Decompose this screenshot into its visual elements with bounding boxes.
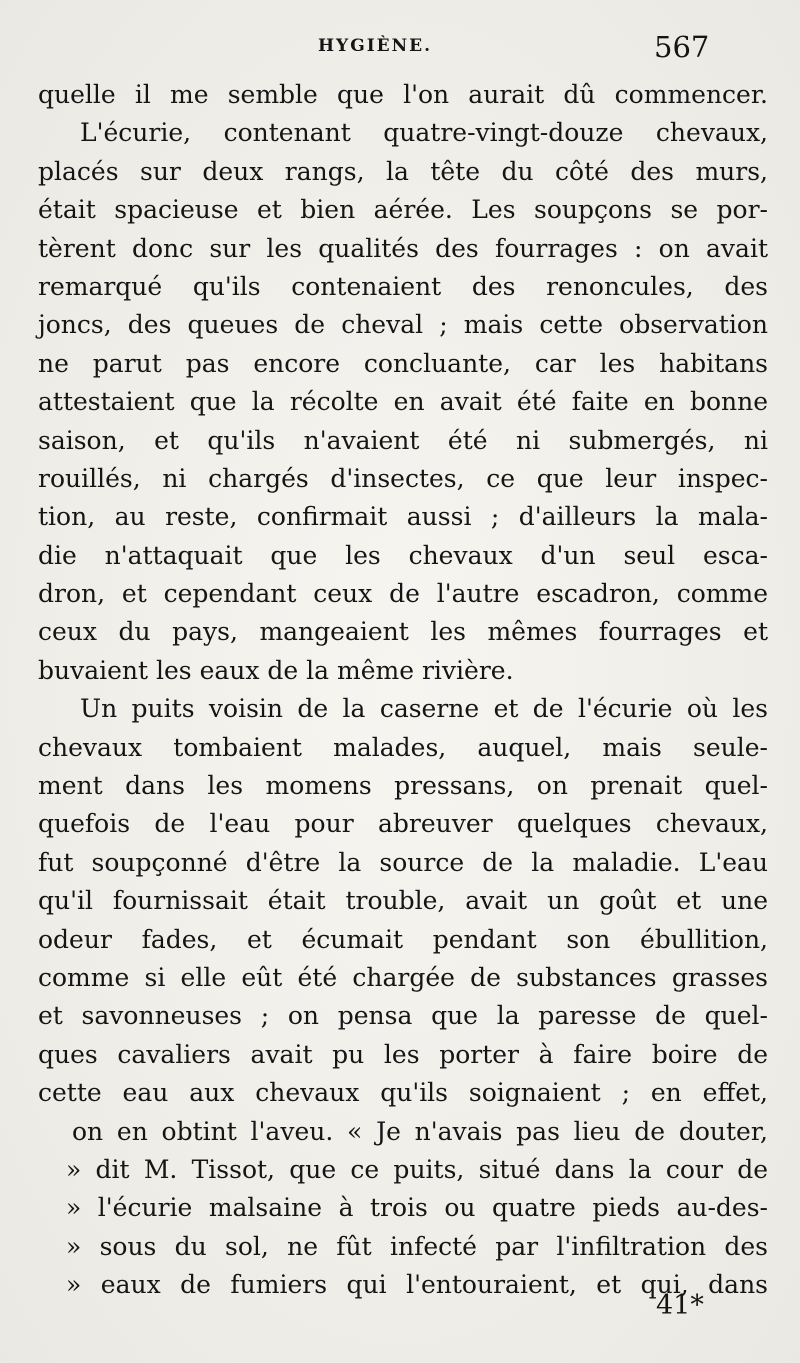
- text-line: tèrent donc sur les qualités des fourrages : on avait: [38, 233, 768, 263]
- text-line: joncs, des queues de cheval ; mais cette observation: [38, 310, 768, 340]
- text-line: L'écurie, contenant quatre-vingt-douze chevaux,: [80, 118, 768, 148]
- text-line: buvaient les eaux de la même rivière.: [38, 655, 514, 685]
- text-line: remarqué qu'ils contenaient des renoncules, des: [38, 271, 768, 301]
- text-line: attestaient que la récolte en avait été faite en bonne: [38, 387, 768, 417]
- quoted-line: » l'écurie malsaine à trois ou quatre pieds au-des-: [66, 1193, 768, 1223]
- text-line: rouillés, ni chargés d'insectes, ce que leur inspec-: [38, 463, 768, 493]
- text-line: on en obtint l'aveu. « Je n'avais pas lieu de douter,: [72, 1116, 768, 1146]
- text-line: placés sur deux rangs, la tête du côté des murs,: [38, 156, 768, 186]
- text-line: ques cavaliers avait pu les porter à faire boire de: [38, 1039, 768, 1069]
- quoted-line: » sous du sol, ne fût infecté par l'infiltration des: [66, 1231, 768, 1261]
- text-line: ne parut pas encore concluante, car les habitans: [38, 348, 768, 378]
- running-head: HYGIÈNE.: [318, 36, 433, 56]
- text-line: Un puits voisin de la caserne et de l'écurie où les: [80, 694, 768, 724]
- text-line: comme si elle eût été chargée de substances grasses: [38, 962, 768, 992]
- text-line: saison, et qu'ils n'avaient été ni submergés, ni: [38, 425, 768, 455]
- text-line: chevaux tombaient malades, auquel, mais seule-: [38, 732, 768, 762]
- text-line: odeur fades, et écumait pendant son ébullition,: [38, 924, 768, 954]
- body-text: [38, 76, 768, 1305]
- text-line: fut soupçonné d'être la source de la maladie. L'eau: [38, 847, 768, 877]
- text-line: ment dans les momens pressans, on prenait quel-: [38, 771, 768, 801]
- text-line: et savonneuses ; on pensa que la paresse de quel-: [38, 1001, 768, 1031]
- text-line: quelle il me semble que l'on aurait dû commencer.: [38, 80, 768, 109]
- text-line: dron, et cependant ceux de l'autre escadron, comme: [38, 579, 768, 609]
- signature-mark: 41*: [656, 1290, 704, 1321]
- quoted-line: » dit M. Tissot, que ce puits, situé dans la cour de: [66, 1154, 768, 1184]
- text-line: cette eau aux chevaux qu'ils soignaient ; en effet,: [38, 1078, 768, 1108]
- quoted-line: » eaux de fumiers qui l'entouraient, et qui, dans: [66, 1270, 768, 1300]
- text-line: qu'il fournissait était trouble, avait un goût et une: [38, 886, 768, 916]
- text-line: tion, au reste, confirmait aussi ; d'ailleurs la mala-: [38, 502, 768, 532]
- text-line: quefois de l'eau pour abreuver quelques chevaux,: [38, 809, 768, 839]
- text-line: était spacieuse et bien aérée. Les soupçons se por-: [38, 195, 768, 225]
- page-header: [0, 32, 800, 72]
- text-line: die n'attaquait que les chevaux d'un seul esca-: [38, 540, 768, 570]
- text-line: ceux du pays, mangeaient les mêmes fourrages et: [38, 617, 768, 647]
- page-number: 567: [654, 30, 710, 64]
